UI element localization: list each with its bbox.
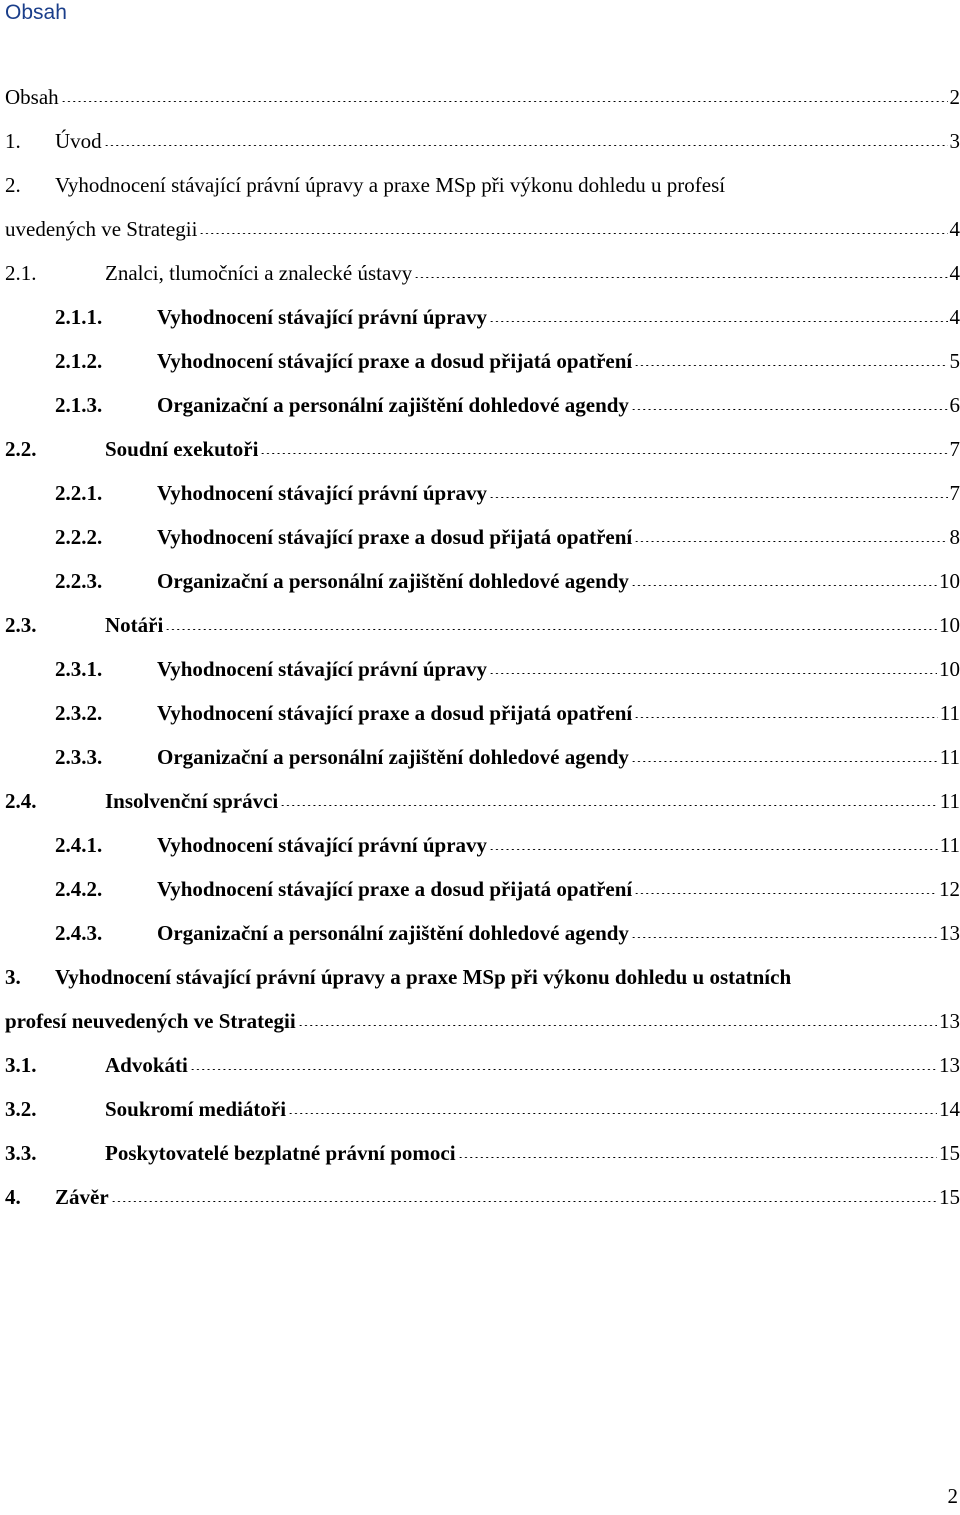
toc-entry[interactable]: [55, 654, 960, 684]
dot-leader: [414, 277, 947, 278]
toc-entry-number: 2.3.2.: [55, 701, 103, 725]
toc-entry-page: 15: [939, 1185, 960, 1209]
toc-entry-page: 4: [949, 261, 960, 285]
dot-leader: [489, 849, 938, 850]
toc-entry-number: 2.1.1.: [55, 305, 103, 329]
toc-entry[interactable]: [5, 1138, 960, 1168]
toc-entry-number: 2.3.3.: [55, 745, 103, 769]
toc-entry[interactable]: [55, 918, 960, 948]
toc-entry-title: Organizační a personální zajištění dohledové agendy: [157, 921, 629, 945]
toc-entry[interactable]: [5, 82, 960, 112]
toc-entry-number: 2.1.: [5, 261, 37, 285]
toc-entry-title-continuation: uvedených ve Strategii: [5, 217, 198, 241]
toc-entry[interactable]: [5, 1182, 960, 1212]
toc-entry[interactable]: [5, 434, 960, 464]
toc-entry-title: Organizační a personální zajištění dohledové agendy: [157, 393, 629, 417]
toc-entry-number: 2.4.2.: [55, 877, 103, 901]
dot-leader: [631, 585, 937, 586]
toc-entry-page: 13: [939, 1053, 960, 1077]
dot-leader: [634, 893, 937, 894]
toc-entry-page: 4: [949, 305, 960, 329]
toc-entry-title-continuation: profesí neuvedených ve Strategii: [5, 1009, 296, 1033]
toc-entry[interactable]: [55, 698, 960, 728]
dot-leader: [199, 233, 947, 234]
dot-leader: [634, 717, 938, 718]
toc-entry-title: Vyhodnocení stávající praxe a dosud přijatá opatření: [157, 525, 633, 549]
toc-entry-page: 15: [939, 1141, 960, 1165]
toc-entry[interactable]: [5, 610, 960, 640]
toc-entry-number: 3.3.: [5, 1141, 37, 1165]
toc-entry-page: 3: [949, 129, 960, 153]
toc-entry-page: 10: [939, 657, 960, 681]
dot-leader: [190, 1069, 937, 1070]
dot-leader: [634, 365, 947, 366]
toc-entry-number: 2.2.2.: [55, 525, 103, 549]
toc-entry-number: 2.: [5, 173, 21, 197]
toc-entry-page: 14: [939, 1097, 960, 1121]
toc-entry-title: Soukromí mediátoři: [105, 1097, 287, 1121]
toc-entry-number: 1.: [5, 129, 21, 153]
toc-entry-number: 2.4.3.: [55, 921, 103, 945]
toc-entry-page: 12: [939, 877, 960, 901]
toc-entry-title: Znalci, tlumočníci a znalecké ústavy: [105, 261, 413, 285]
toc-entry-number: 2.3.: [5, 613, 37, 637]
toc-entry[interactable]: [55, 302, 960, 332]
toc-entry-title: Vyhodnocení stávající právní úpravy: [157, 481, 488, 505]
toc-entry[interactable]: [5, 962, 960, 992]
dot-leader: [61, 101, 948, 102]
dot-leader: [298, 1025, 937, 1026]
toc-entry-title: Soudní exekutoři: [105, 437, 259, 461]
dot-leader: [489, 673, 937, 674]
toc-entry[interactable]: [5, 1050, 960, 1080]
toc-entry-page: 11: [939, 701, 960, 725]
toc-entry-number: 2.4.1.: [55, 833, 103, 857]
toc-entry-title: Advokáti: [105, 1053, 188, 1077]
dot-leader: [104, 145, 948, 146]
toc-entry-number: 2.2.1.: [55, 481, 103, 505]
dot-leader: [260, 453, 947, 454]
dot-leader: [631, 937, 937, 938]
toc-entry-number: 2.2.: [5, 437, 37, 461]
toc-entry-title: Organizační a personální zajištění dohledové agendy: [157, 569, 629, 593]
dot-leader: [280, 805, 937, 806]
toc-entry[interactable]: [55, 390, 960, 420]
toc-entry-title: Insolvenční správci: [105, 789, 279, 813]
document-heading: Obsah: [5, 1, 67, 24]
dot-leader: [458, 1157, 937, 1158]
toc-entry-number: 2.1.2.: [55, 349, 103, 373]
toc-entry[interactable]: [55, 522, 960, 552]
toc-entry-page: 11: [939, 789, 960, 813]
toc-entry-number: 2.4.: [5, 789, 37, 813]
toc-entry-title: Organizační a personální zajištění dohledové agendy: [157, 745, 629, 769]
toc-entry-title: Vyhodnocení stávající praxe a dosud přijatá opatření: [157, 701, 633, 725]
toc-entry-title: Vyhodnocení stávající právní úpravy: [157, 833, 488, 857]
dot-leader: [634, 541, 947, 542]
toc-entry-page: 6: [949, 393, 960, 417]
toc-entry-title: Úvod: [55, 129, 102, 153]
toc-entry[interactable]: [55, 566, 960, 596]
toc-entry[interactable]: [55, 346, 960, 376]
toc-entry-title: Závěr: [55, 1185, 109, 1209]
dot-leader: [489, 321, 947, 322]
page-number: 2: [947, 1484, 958, 1508]
toc-entry-title: Vyhodnocení stávající právní úpravy a praxe MSp při výkonu dohledu u profesí: [55, 173, 726, 197]
toc-entry-title: Notáři: [105, 613, 164, 637]
toc-entry-page: 7: [949, 437, 960, 461]
toc-entry-page: 13: [939, 1009, 960, 1033]
toc-entry[interactable]: [55, 478, 960, 508]
toc-entry-number: 3.1.: [5, 1053, 37, 1077]
toc-entry[interactable]: [55, 742, 960, 772]
toc-entry-title: Vyhodnocení stávající praxe a dosud přijatá opatření: [157, 877, 633, 901]
toc-entry-page: 5: [949, 349, 960, 373]
dot-leader: [111, 1201, 937, 1202]
toc-entry[interactable]: [5, 258, 960, 288]
toc-entry-number: 2.1.3.: [55, 393, 103, 417]
toc-entry-title: Vyhodnocení stávající právní úpravy: [157, 657, 488, 681]
toc-entry-page: 2: [949, 85, 960, 109]
toc-entry-title: Vyhodnocení stávající právní úpravy a praxe MSp při výkonu dohledu u ostatních: [55, 965, 792, 989]
toc-entry[interactable]: [5, 786, 960, 816]
toc-entry[interactable]: [55, 830, 960, 860]
toc-entry[interactable]: [5, 126, 960, 156]
toc-entry-number: Obsah: [5, 85, 59, 109]
toc-entry-page: 10: [939, 613, 960, 637]
toc-entry-number: 4.: [5, 1185, 21, 1209]
toc-entry-title: Vyhodnocení stávající právní úpravy: [157, 305, 488, 329]
toc-entry-continuation[interactable]: [5, 1006, 960, 1036]
toc-entry[interactable]: [5, 1094, 960, 1124]
dot-leader: [631, 761, 938, 762]
toc-entry-page: 11: [939, 745, 960, 769]
toc-entry-number: 2.2.3.: [55, 569, 103, 593]
toc-entry-page: 10: [939, 569, 960, 593]
toc-entry-page: 4: [949, 217, 960, 241]
toc-entry-page: 11: [939, 833, 960, 857]
toc-entry-continuation[interactable]: [5, 214, 960, 244]
toc-entry-page: 13: [939, 921, 960, 945]
toc-entry-title: Vyhodnocení stávající praxe a dosud přijatá opatření: [157, 349, 633, 373]
toc-entry[interactable]: [5, 170, 960, 200]
toc-entry[interactable]: [55, 874, 960, 904]
dot-leader: [165, 629, 937, 630]
dot-leader: [489, 497, 947, 498]
toc-entry-page: 7: [949, 481, 960, 505]
dot-leader: [631, 409, 948, 410]
toc-entry-number: 3.2.: [5, 1097, 37, 1121]
toc-entry-number: 3.: [5, 965, 21, 989]
toc-entry-page: 8: [949, 525, 960, 549]
toc-entry-title: Poskytovatelé bezplatné právní pomoci: [105, 1141, 456, 1165]
dot-leader: [288, 1113, 937, 1114]
toc-entry-number: 2.3.1.: [55, 657, 103, 681]
